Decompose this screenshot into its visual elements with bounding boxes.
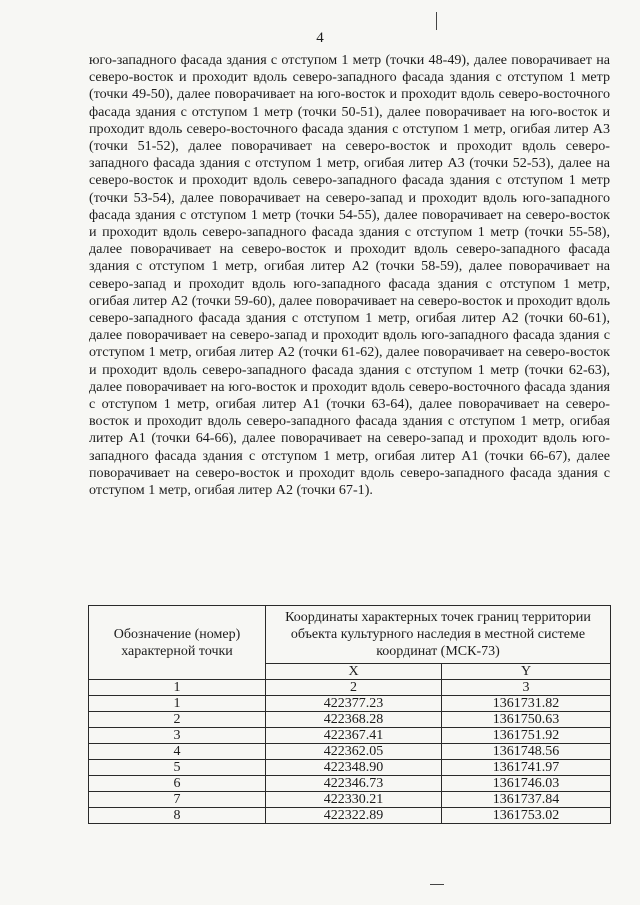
numbering-cell: 3 — [442, 680, 611, 696]
page-number: 4 — [316, 30, 324, 46]
scan-mark-top — [436, 12, 437, 30]
point-cell: 3 — [89, 728, 266, 744]
table-row — [89, 728, 611, 744]
y-cell: 1361746.03 — [442, 776, 611, 792]
x-cell: 422362.05 — [266, 744, 442, 760]
table-numbering-row — [89, 680, 611, 696]
body-text: юго-западного фасада здания с отступом 1 метр (точки 48-49), далее поворачивает на северо-восток и проходит вдоль северо-западного фасада здания с отступом 1 метр (точки 49-50), далее поворачивает на юго-восток и проходит вдоль северо-восточного фасада здания с отступом 1 метр (точки 50-51), далее поворачивает на юго-восток и проходит вдоль северо-восточного фасада здания с отступом 1 метр, огибая литер А3 (точки 51-52), далее поворачивает на северо-восток и проходит вдоль северо-западного фасада здания с отступом 1 метр, огибая литер А3 (точки 52-53), далее на северо-восток и проходит вдоль северо-западного фасада здания с отступом 1 метр (точки 53-54), далее поворачивает на северо-запад и проходит вдоль юго-западного фасада здания с отступом 1 метр (точки 54-55), далее поворачивает на северо-восток и проходит вдоль северо-западного фасада здания с отступом 1 метр (точки 55-58), далее поворачивает на северо-восток и проходит вдоль северо-западного фасада здания с отступом 1 метр, огибая литер А2 (точки 58-59), далее поворачивает на северо-запад и проходит вдоль юго-западного фасада здания с отступом 1 метр, огибая литер А2 (точки 59-60), далее поворачивает на северо-восток и проходит вдоль северо-западного фасада здания с отступом 1 метр, огибая литер А2 (точки 60-61), далее поворачивает на северо-запад и проходит вдоль юго-западного фасада здания с отступом 1 метр, огибая литер А2 (точки 61-62), далее поворачивает на северо-восток и проходит вдоль северо-западного фасада здания с отступом 1 метр (точки 62-63), далее поворачивает на юго-восток и проходит вдоль северо-восточного фасада здания с отступом 1 метр, огибая литер А1 (точки 63-64), далее поворачивает на северо-восток и проходит вдоль северо-западного фасада здания с отступом 1 метр, огибая литер А1 (точки 64-66), далее поворачивает на северо-запад и проходит вдоль юго-западного фасада здания с отступом 1 метр, огибая литер А1 (точки 66-67), далее поворачивает на северо-восток и проходит вдоль северо-западного фасада здания с отступом 1 метр, огибая литер А2 (точки 67-1). — [89, 52, 610, 499]
table-header-row — [89, 606, 611, 664]
table-row — [89, 712, 611, 728]
body-paragraph — [89, 52, 610, 499]
point-cell: 7 — [89, 792, 266, 808]
x-cell: 422377.23 — [266, 696, 442, 712]
header-x: X — [266, 664, 442, 680]
coordinates-table — [88, 605, 611, 824]
y-cell: 1361731.82 — [442, 696, 611, 712]
numbering-cell: 2 — [266, 680, 442, 696]
y-cell: 1361741.97 — [442, 760, 611, 776]
x-cell: 422368.28 — [266, 712, 442, 728]
table-row — [89, 808, 611, 824]
point-cell: 5 — [89, 760, 266, 776]
table-row — [89, 744, 611, 760]
y-cell: 1361751.92 — [442, 728, 611, 744]
table-row — [89, 776, 611, 792]
point-cell: 2 — [89, 712, 266, 728]
header-y: Y — [442, 664, 611, 680]
x-cell: 422348.90 — [266, 760, 442, 776]
scan-mark-bottom — [430, 884, 444, 885]
point-cell: 4 — [89, 744, 266, 760]
y-cell: 1361750.63 — [442, 712, 611, 728]
x-cell: 422330.21 — [266, 792, 442, 808]
y-cell: 1361737.84 — [442, 792, 611, 808]
x-cell: 422367.41 — [266, 728, 442, 744]
point-cell: 8 — [89, 808, 266, 824]
table-row — [89, 696, 611, 712]
x-cell: 422346.73 — [266, 776, 442, 792]
header-coordinates-label: Координаты характерных точек границ территории объекта культурного наследия в местной системе координат (МСК-73) — [266, 606, 611, 664]
point-cell: 1 — [89, 696, 266, 712]
x-cell: 422322.89 — [266, 808, 442, 824]
table-row — [89, 792, 611, 808]
header-point-label: Обозначение (номер) характерной точки — [89, 606, 266, 680]
point-cell: 6 — [89, 776, 266, 792]
y-cell: 1361753.02 — [442, 808, 611, 824]
y-cell: 1361748.56 — [442, 744, 611, 760]
numbering-cell: 1 — [89, 680, 266, 696]
table-row — [89, 760, 611, 776]
